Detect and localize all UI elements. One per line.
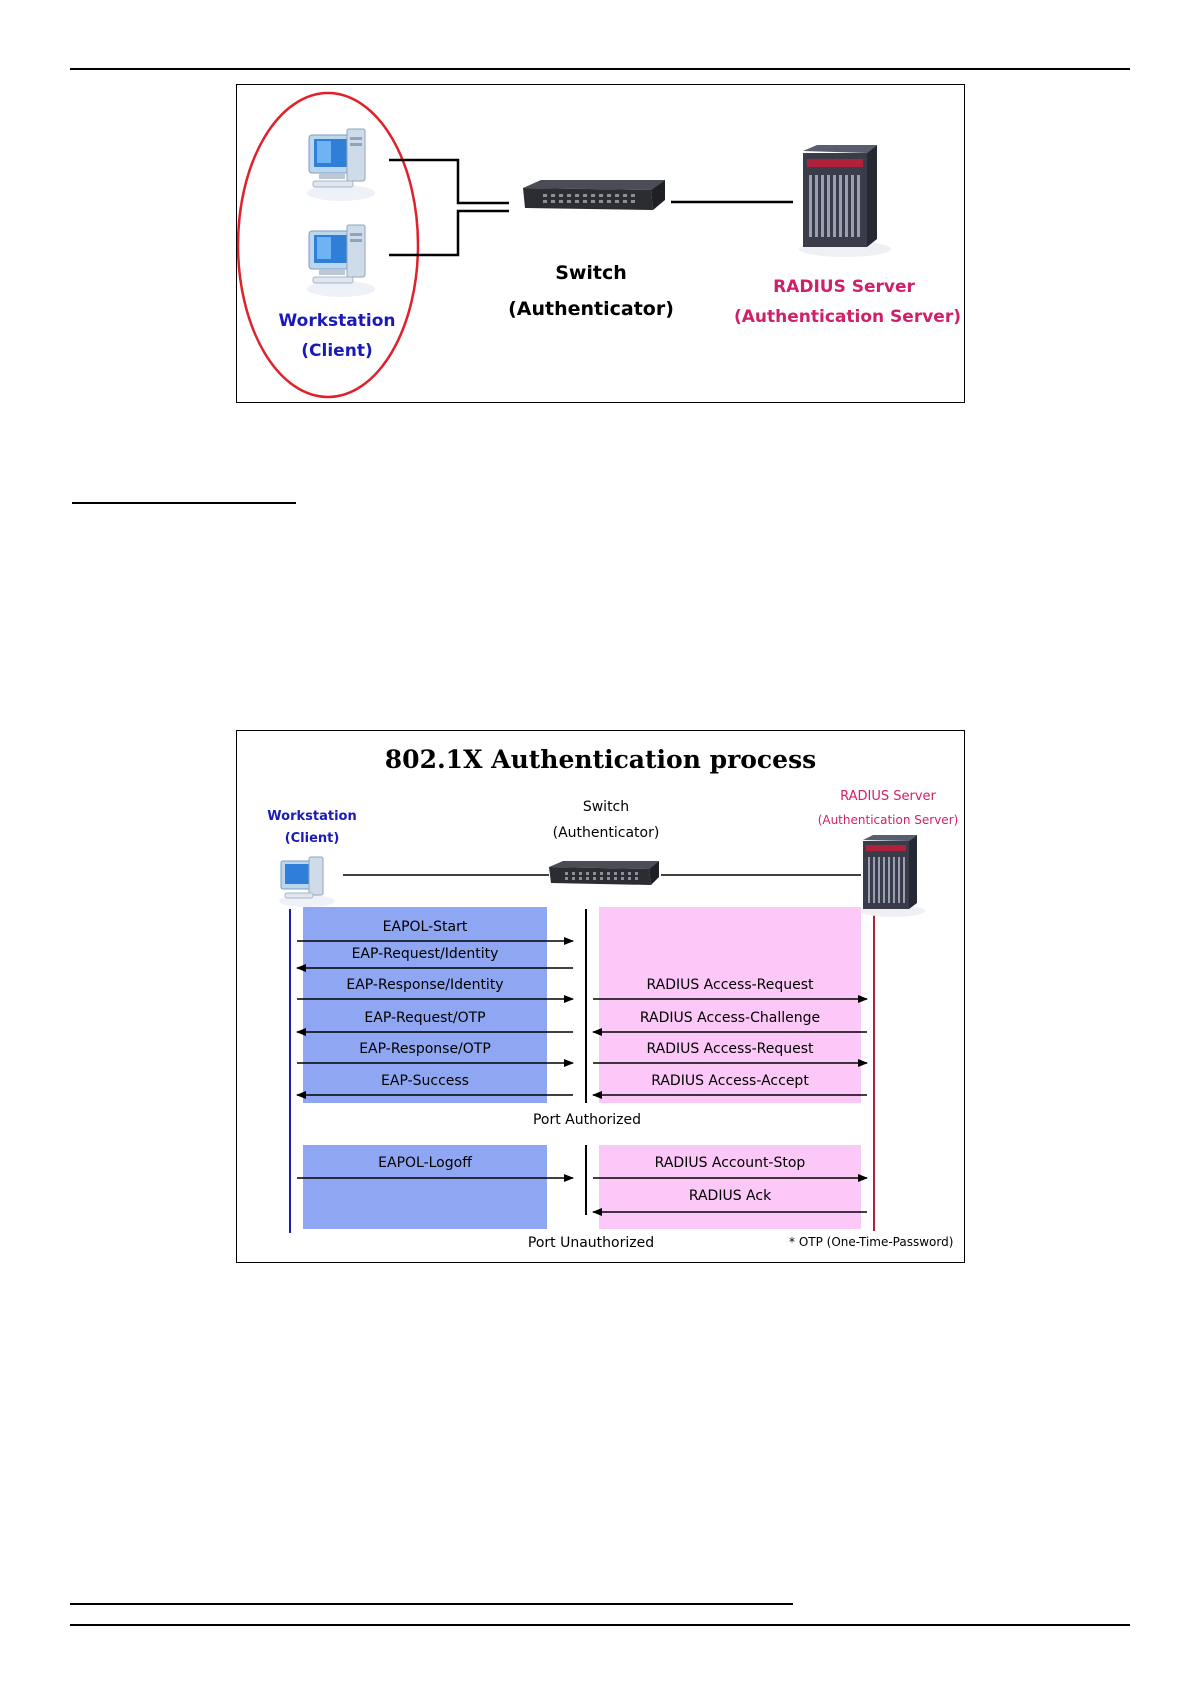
radius-server-label: RADIUS Server: [773, 277, 915, 297]
switch-label: Switch: [582, 799, 630, 815]
msg-radius-access-challenge: RADIUS Access-Challenge: [639, 1010, 821, 1026]
msg-eap-response-otp: EAP-Response/OTP: [359, 1041, 491, 1057]
authenticator-label: (Authenticator): [508, 298, 674, 320]
footer-rule: [70, 1624, 1130, 1626]
switch-icon: [549, 861, 659, 885]
otp-footnote: * OTP (One-Time-Password): [789, 1235, 954, 1249]
authenticator-label: (Authenticator): [552, 825, 660, 841]
msg-eapol-start: EAPOL-Start: [382, 919, 468, 935]
msg-radius-access-accept: RADIUS Access-Accept: [651, 1073, 809, 1089]
radius-server-icon: [799, 145, 891, 257]
authentication-server-label: (Authentication Server): [817, 813, 959, 827]
msg-radius-account-stop: RADIUS Account-Stop: [654, 1155, 806, 1171]
msg-eap-request-identity: EAP-Request/Identity: [351, 946, 499, 962]
msg-radius-access-request-2: RADIUS Access-Request: [646, 1041, 814, 1057]
section-underline: [72, 502, 296, 504]
port-authorized-label: Port Authorized: [532, 1112, 642, 1128]
radius-server-label: RADIUS Server: [840, 789, 936, 804]
msg-radius-ack: RADIUS Ack: [688, 1188, 772, 1204]
switch-label: Switch: [555, 262, 627, 284]
workstation-icon: [307, 225, 375, 297]
diagram-title: 802.1X Authentication process: [384, 745, 817, 774]
msg-eapol-logoff: EAPOL-Logoff: [378, 1155, 472, 1171]
msg-eap-success: EAP-Success: [381, 1073, 469, 1089]
header-rule: [70, 68, 1130, 70]
footer-rule-short: [70, 1603, 793, 1605]
msg-radius-access-request: RADIUS Access-Request: [646, 977, 814, 993]
auth-process-figure: [236, 730, 965, 1263]
workstation-icon: [279, 857, 335, 907]
client-label: (Client): [284, 831, 340, 846]
port-unauthorized-label: Port Unauthorized: [527, 1235, 655, 1251]
msg-eap-response-identity: EAP-Response/Identity: [346, 977, 504, 993]
client-label: (Client): [301, 341, 373, 361]
authentication-server-label: (Authentication Server): [734, 307, 961, 327]
topology-figure: [236, 84, 965, 403]
workstation-label: Workstation: [267, 809, 357, 824]
msg-eap-request-otp: EAP-Request/OTP: [364, 1010, 486, 1026]
switch-icon: [523, 180, 665, 210]
radius-server-icon: [861, 835, 925, 917]
workstation-label: Workstation: [278, 311, 396, 331]
workstation-icon: [307, 129, 375, 201]
